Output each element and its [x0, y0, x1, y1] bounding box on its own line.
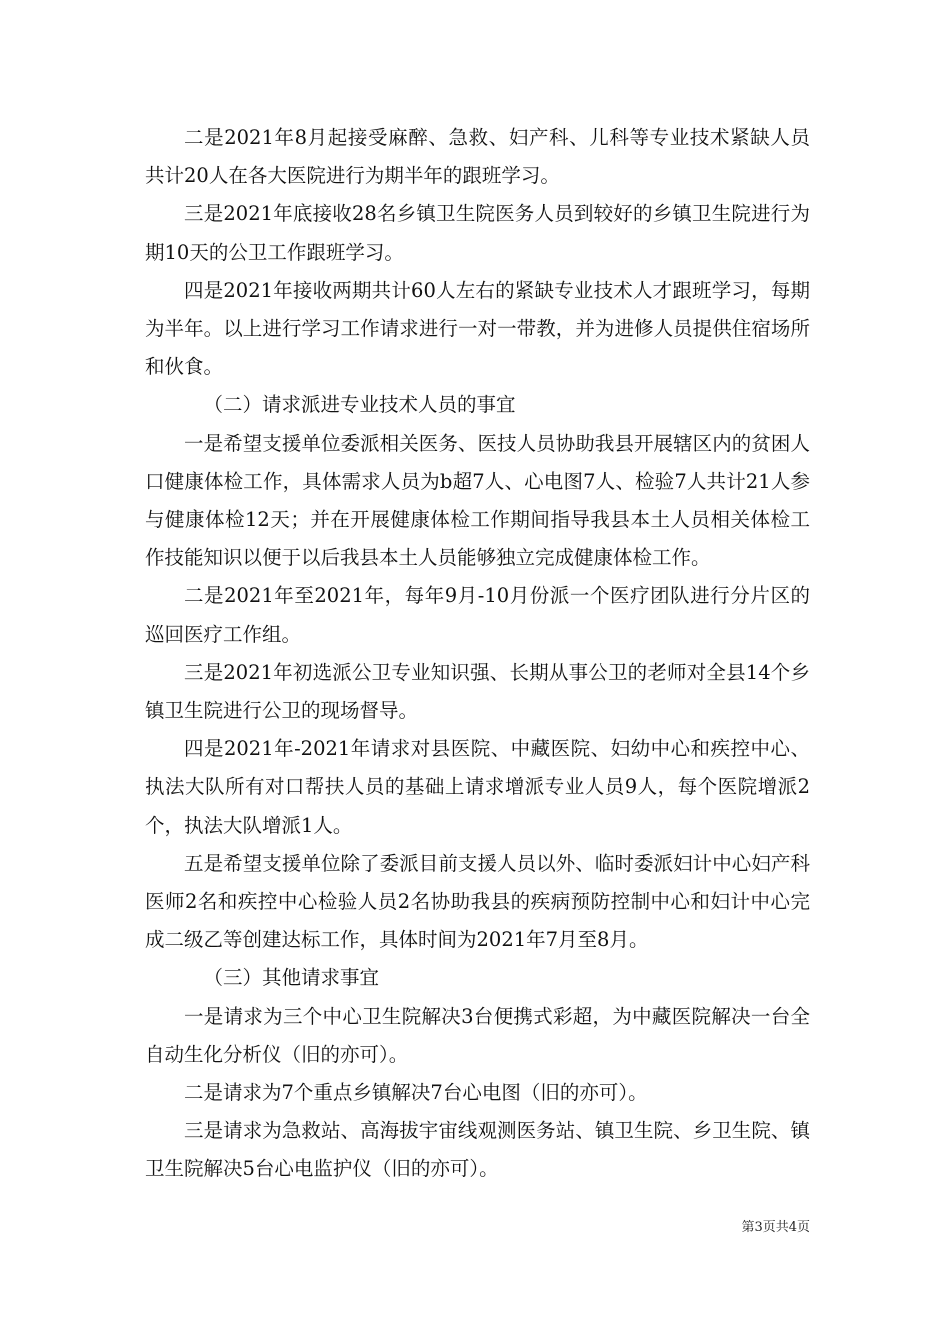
paragraph-extra-staff: 四是2021年-2021年请求对县医院、中藏医院、妇幼中心和疾控中心、执法大队所有对口帮扶人员的基础上请求增派专业人员9人，每个医院增派2个，执法大队增派1人。 [145, 737, 810, 837]
paragraph-medical-team: 二是2021年至2021年，每年9月-10月份派一个医疗团队进行分片区的巡回医疗工作组。 [145, 584, 810, 646]
paragraph-monitor: 三是请求为急救站、高海拔宇宙线观测医务站、镇卫生院、乡卫生院、镇卫生院解决5台心电监护仪（旧的亦可）。 [145, 1119, 810, 1181]
paragraph-health-check: 一是希望支援单位委派相关医务、医技人员协助我县开展辖区内的贫困人口健康体检工作，具体需求人员为b超7人、心电图7人、检验7人共计21人参与健康体检12天；并在开展健康体检工作期间指导我县本土人员相关体检工作技能知识以便于以后我县本土人员能够独立完成健康体检工作。 [145, 431, 810, 570]
paragraph-public-health-supervision: 三是2021年初选派公卫专业知识强、长期从事公卫的老师对全县14个乡镇卫生院进行公卫的现场督导。 [145, 660, 810, 723]
paragraph-ultrasound: 一是请求为三个中心卫生院解决3台便携式彩超，为中藏医院解决一台全自动生化分析仪（旧的亦可）。 [145, 1004, 810, 1066]
section-heading-3: （三）其他请求事宜 [203, 966, 380, 990]
paragraph-temporary-staff: 五是希望支援单位除了委派目前支援人员以外、临时委派妇计中心妇产科医师2名和疾控中心检验人员2名协助我县的疾病预防控制中心和妇计中心完成二级乙等创建达标工作，具体时间为2021年7月至8月。 [145, 851, 810, 952]
paragraph-ecg: 二是请求为7个重点乡镇解决7台心电图（旧的亦可）。 [184, 1081, 648, 1105]
paragraph-training-shortage: 二是2021年8月起接受麻醉、急救、妇产科、儿科等专业技术紧缺人员共计20人在各大医院进行为期半年的跟班学习。 [145, 126, 810, 188]
section-heading-2: （二）请求派进专业技术人员的事宜 [203, 393, 516, 417]
page-number: 第3页共4页 [741, 1220, 810, 1235]
paragraph-two-batch-training: 四是2021年接收两期共计60人左右的紧缺专业技术人才跟班学习，每期为半年。以上进行学习工作请求进行一对一带教，并为进修人员提供住宿场所和伙食。 [145, 278, 810, 379]
document-body [145, 119, 810, 1189]
paragraph-township-training: 三是2021年底接收28名乡镇卫生院医务人员到较好的乡镇卫生院进行为期10天的公卫工作跟班学习。 [145, 202, 810, 264]
